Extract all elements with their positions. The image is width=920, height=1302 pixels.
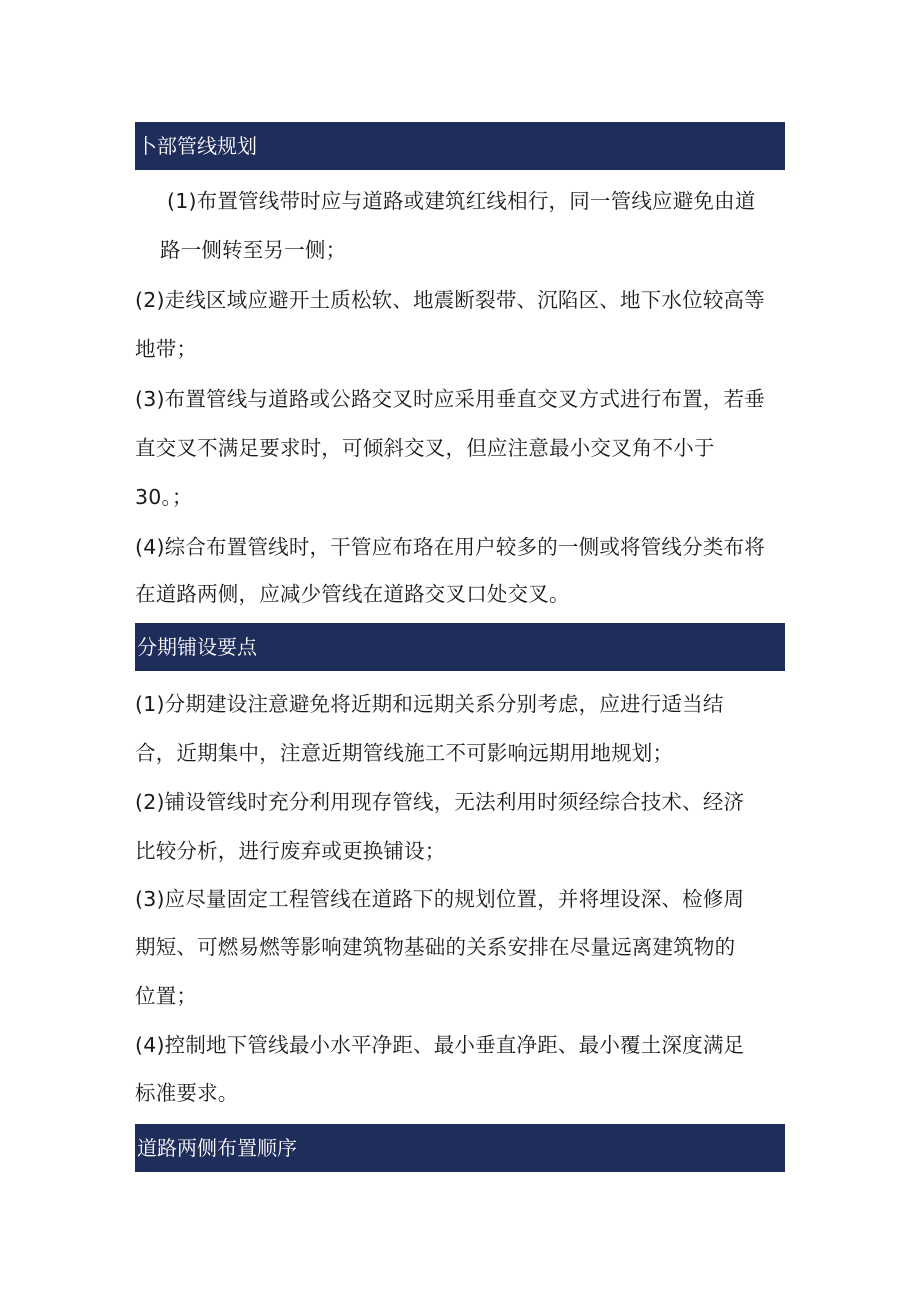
- paragraph-line: 30。；: [135, 485, 193, 509]
- section-title: 卜部管线规划: [137, 134, 257, 158]
- section-title: 道路两侧布置顺序: [137, 1136, 297, 1160]
- section-header-underground-pipeline-planning: [135, 122, 785, 170]
- paragraph-line: (3)应尽量固定工程管线在道路下的规划位置，并将埋设深、检修周: [135, 887, 745, 911]
- paragraph-line: (4)综合布置管线时，干管应布珞在用户较多的一侧或将管线分类布将: [135, 535, 765, 559]
- paragraph-line: (4)控制地下管线最小水平净距、最小垂直净距、最小覆土深度满足: [135, 1033, 745, 1057]
- paragraph-line: 在道路两侧，应减少管线在道路交叉口处交叉。: [135, 582, 570, 606]
- paragraph-line: (1)布置管线带时应与道路或建筑红线相行，同一管线应避免由道: [167, 189, 756, 213]
- paragraph-line: (2)走线区域应避开土质松软、地震断裂带、沉陷区、地下水位较高等: [135, 288, 765, 312]
- paragraph-line: (1)分期建设注意避免将近期和远期关系分别考虑，应进行适当结: [135, 692, 724, 716]
- paragraph-line: 直交叉不满足要求时，可倾斜交叉，但应注意最小交叉角不小于: [135, 436, 715, 460]
- paragraph-line: 地带；: [135, 337, 198, 361]
- paragraph-line: 比较分析，进行废弃或更换铺设；: [135, 839, 446, 863]
- paragraph-line: 位置；: [135, 984, 198, 1008]
- section-header-road-side-order: [135, 1124, 785, 1172]
- section-header-phased-laying: [135, 623, 785, 671]
- paragraph-line: 标准要求。: [135, 1081, 239, 1105]
- paragraph-line: (3)布置管线与道路或公路交叉时应采用垂直交叉方式进行布置，若垂: [135, 387, 765, 411]
- paragraph-line: (2)铺设管线时充分利用现存管线，无法利用时须经综合技术、经济: [135, 790, 745, 814]
- section-title: 分期铺设要点: [137, 635, 257, 659]
- paragraph-line: 路一侧转至另一侧；: [160, 238, 347, 262]
- paragraph-line: 合，近期集中，注意近期管线施工不可影响远期用地规划；: [135, 741, 674, 765]
- paragraph-line: 期短、可燃易燃等影响建筑物基础的关系安排在尽量远离建筑物的: [135, 935, 736, 959]
